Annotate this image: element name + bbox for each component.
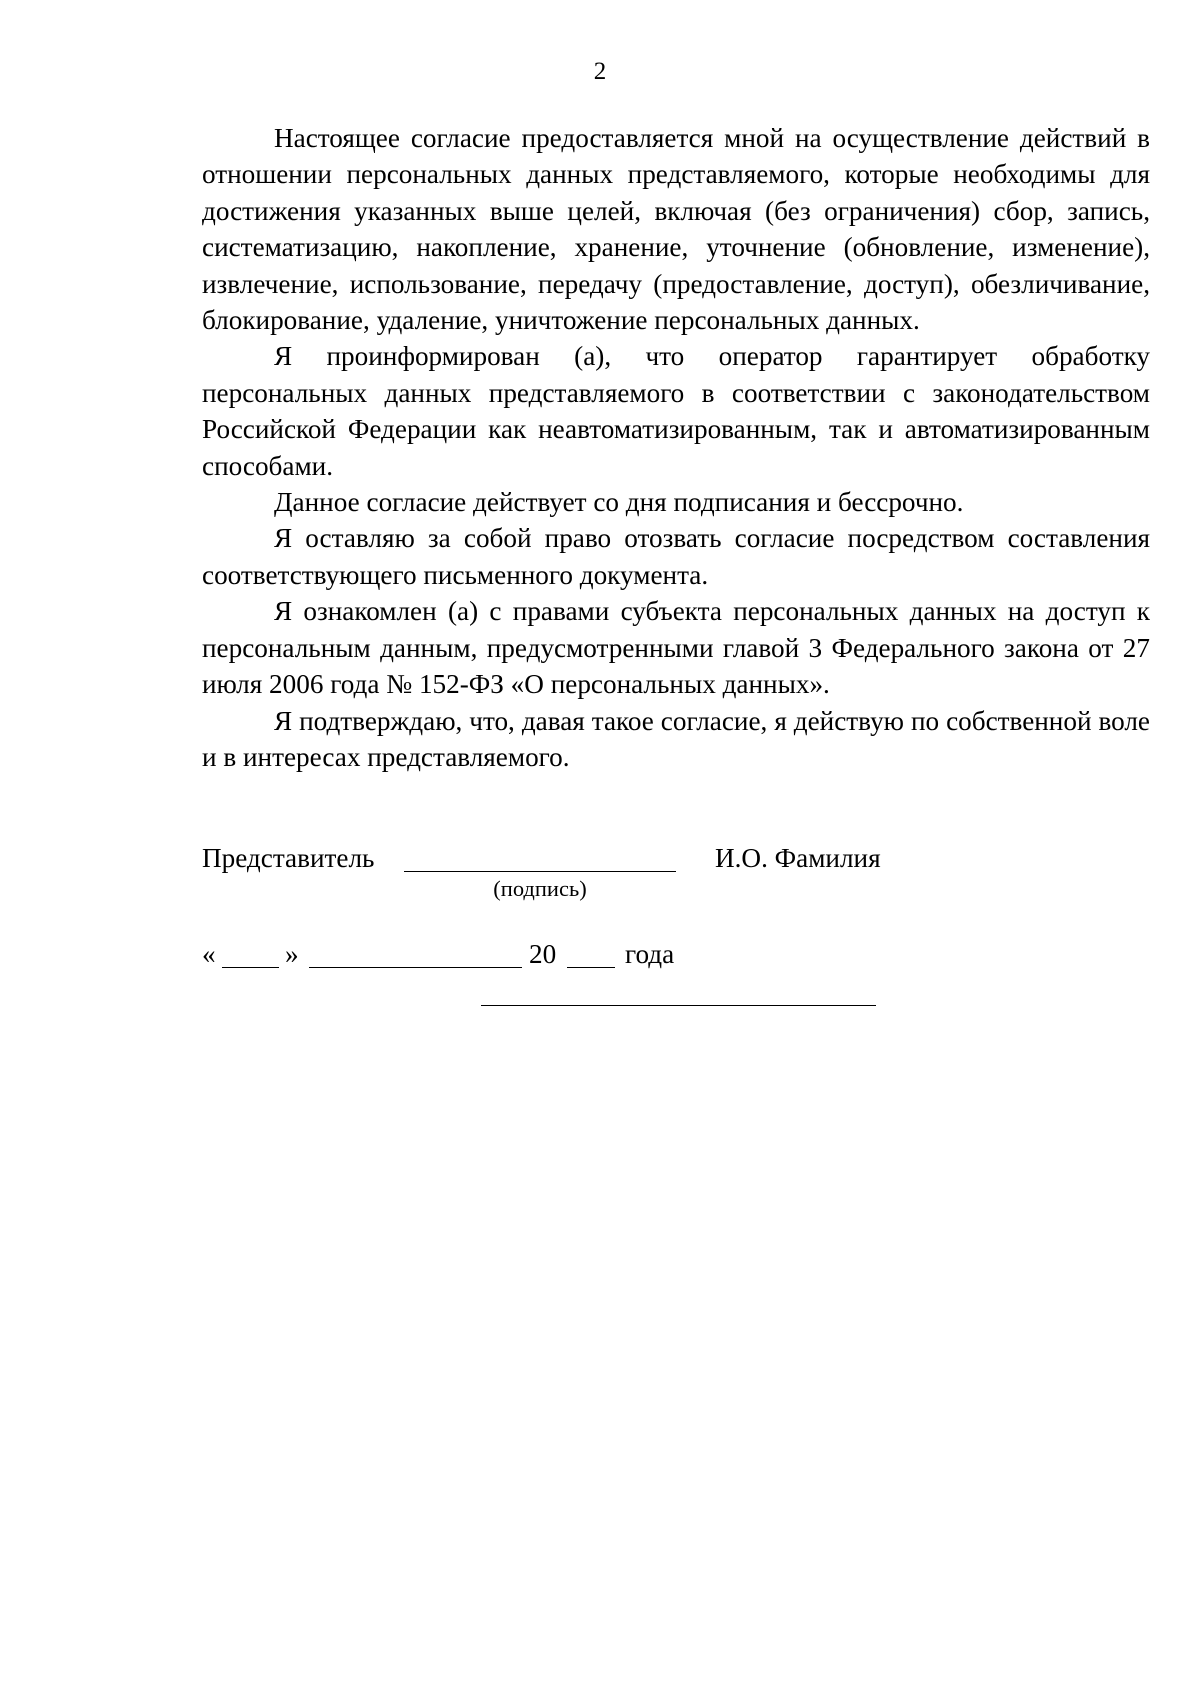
month-blank-line[interactable]: [309, 967, 522, 968]
year-suffix: года: [625, 939, 675, 969]
signature-caption: (подпись): [493, 876, 587, 901]
representative-label: Представитель: [202, 843, 375, 873]
day-blank-line[interactable]: [222, 967, 279, 968]
paragraph-operator-guarantee: Я проинформирован (а), что оператор гарантирует обработку персональных данных представляемого в соответствии с законодательством Российской Федерации как неавтоматизированным, так и автоматизированным способами.: [202, 341, 1150, 481]
paragraph-validity: Данное согласие действует со дня подписания и бессрочно.: [274, 487, 964, 518]
paragraph-consent-scope: Настоящее согласие предоставляется мной на осуществление действий в отношении персональных данных представляемого, которые необходимы для достижения указанных выше целей, включая (без ограничения) сбор, запись, систематизацию, накопление, хранение, уточнение (обновление, изменение), извлечение, использование, передачу (предоставление, доступ), обезличивание, блокирование, удаление, уничтожение персональных данных.: [202, 123, 1150, 336]
representative-name: И.О. Фамилия: [715, 843, 881, 873]
page-number: 2: [593, 58, 607, 85]
bottom-blank-line[interactable]: [481, 1005, 876, 1006]
paragraph-rights-acknowledgement: Я ознакомлен (а) с правами субъекта персональных данных на доступ к персональным данным, предусмотренными главой 3 Федерального закона от 27 июля 2006 года № 152-ФЗ «О персональных данных».: [202, 596, 1150, 700]
consent-body: [202, 120, 1150, 775]
year-century: 20: [529, 939, 557, 969]
signature-line[interactable]: [404, 871, 676, 872]
signature-block: [202, 840, 1150, 900]
paragraph-confirmation: Я подтверждаю, что, давая такое согласие, я действую по собственной воле и в интересах представляемого.: [202, 705, 1150, 772]
date-open-quote: «: [202, 939, 216, 969]
year-blank-line[interactable]: [567, 967, 615, 968]
date-block: [202, 936, 1150, 976]
date-close-quote: »: [285, 939, 299, 969]
paragraph-revocation: Я оставляю за собой право отозвать согласие посредством составления соответствующего письменного документа.: [202, 523, 1150, 590]
